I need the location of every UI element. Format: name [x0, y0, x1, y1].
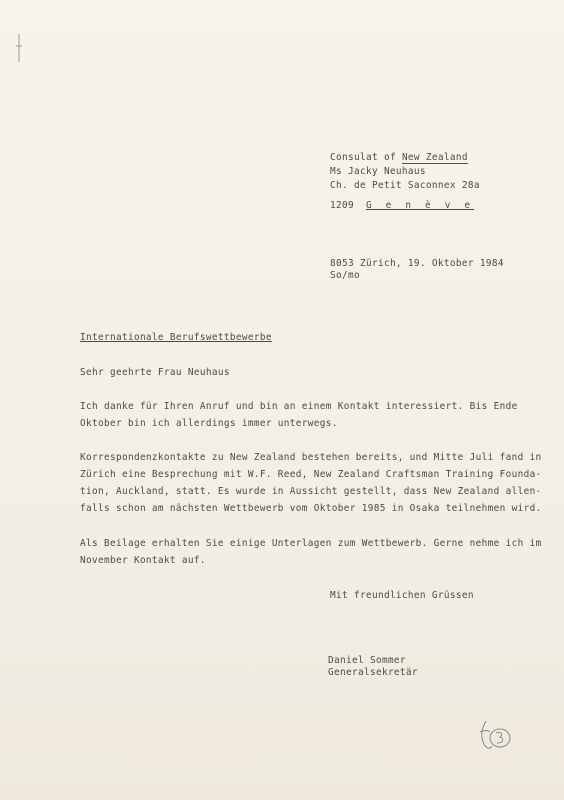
paragraph-line: tion, Auckland, statt. Es wurde in Aussicht gestellt, dass New Zealand allen-: [80, 486, 542, 497]
reference-initials: So/mo: [330, 270, 360, 281]
paragraph-line: Als Beilage erhalten Sie einige Unterlagen zum Wettbewerb. Gerne nehme ich im: [80, 538, 542, 549]
salutation: Sehr geehrte Frau Neuhaus: [80, 367, 230, 378]
paragraph-line: Ich danke für Ihren Anruf und bin an einem Kontakt interessiert. Bis Ende: [80, 401, 518, 412]
signatory-name: Daniel Sommer: [328, 655, 406, 666]
place-date: 8053 Zürich, 19. Oktober 1984: [330, 258, 504, 269]
recipient-street: Ch. de Petit Saconnex 28a: [330, 180, 480, 191]
paragraph-line: Korrespondenzkontakte zu New Zealand bestehen bereits, und Mitte Juli fand in: [80, 452, 542, 463]
paragraph-line: November Kontakt auf.: [80, 555, 206, 566]
paragraph-line: Zürich eine Besprechung mit W.F. Reed, New Zealand Craftsman Training Founda-: [80, 469, 542, 480]
recipient-postal: 1209: [330, 200, 354, 211]
closing: Mit freundlichen Grüssen: [330, 590, 474, 601]
recipient-org: [330, 152, 468, 164]
recipient-city-line: [330, 200, 474, 212]
hole-punch-mark-icon: [16, 34, 22, 62]
recipient-city: G e n è v e: [365, 200, 475, 211]
handwritten-annotation-icon: [476, 716, 516, 756]
paragraph-line: Oktober bin ich allerdings immer unterwegs.: [80, 418, 338, 429]
paragraph-line: falls schon am nächsten Wettbewerb vom Oktober 1985 in Osaka teilnehmen wird.: [80, 503, 542, 514]
recipient-org-country: New Zealand: [401, 152, 468, 163]
recipient-org-prefix: Consulat of: [330, 152, 402, 163]
signatory-title: Generalsekretär: [328, 667, 418, 678]
subject-line: Internationale Berufswettbewerbe: [80, 332, 272, 343]
recipient-name: Ms Jacky Neuhaus: [330, 166, 426, 177]
